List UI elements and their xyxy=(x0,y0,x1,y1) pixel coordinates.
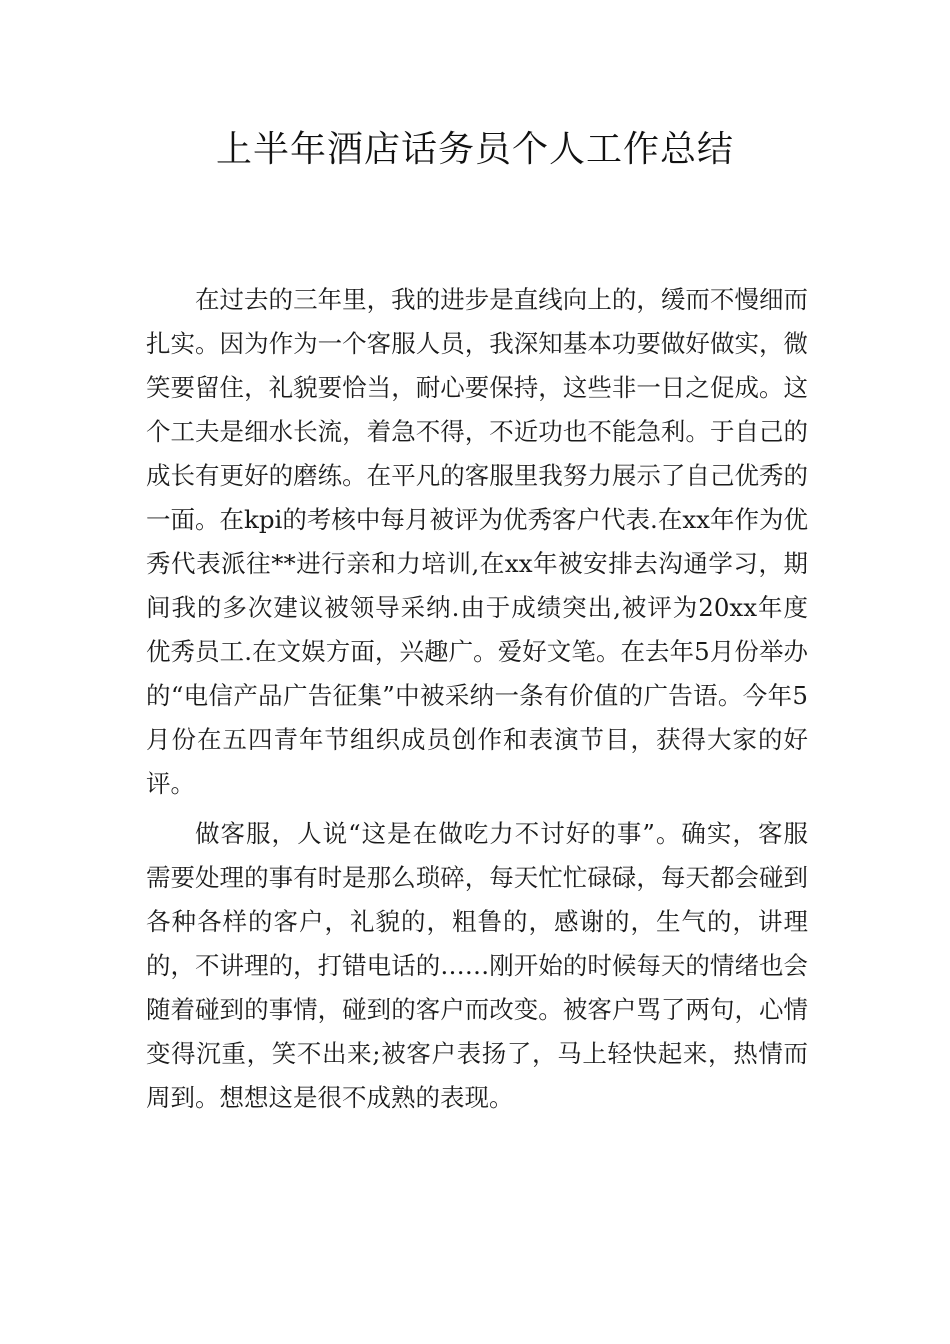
body-paragraph-2: 做客服，人说“这是在做吃力不讨好的事”。确实，客服需要处理的事有时是那么琐碎，每天忙忙碌碌，每天都会碰到各种各样的客户，礼貌的，粗鲁的，感谢的，生气的，讲理的，不讲理的，打错电话的……刚开始的时候每天的情绪也会随着碰到的事情，碰到的客户而改变。被客户骂了两句，心情变得沉重，笑不出来;被客户表扬了，马上轻快起来，热情而周到。想想这是很不成熟的表现。 xyxy=(146,819,808,1112)
body-paragraph-1: 在过去的三年里，我的进步是直线向上的，缓而不慢细而扎实。因为作为一个客服人员，我深知基本功要做好做实，微笑要留住，礼貌要恰当，耐心要保持，这些非一日之促成。这个工夫是细水长流，着急不得，不近功也不能急利。于自己的成长有更好的磨练。在平凡的客服里我努力展示了自己优秀的一面。在kpi的考核中每月被评为优秀客户代表.在xx年作为优秀代表派往**进行亲和力培训,在xx年被安排去沟通学习，期间我的多次建议被领导采纳.由于成绩突出,被评为20xx年度优秀员工.在文娱方面，兴趣广。爱好文笔。在去年5月份举办的“电信产品广告征集”中被采纳一条有价值的广告语。今年5月份在五四青年节组织成员创作和表演节目，获得大家的好评。 xyxy=(146,285,808,798)
document-body xyxy=(146,278,808,1120)
document-title: 上半年酒店话务员个人工作总结 xyxy=(215,129,734,170)
